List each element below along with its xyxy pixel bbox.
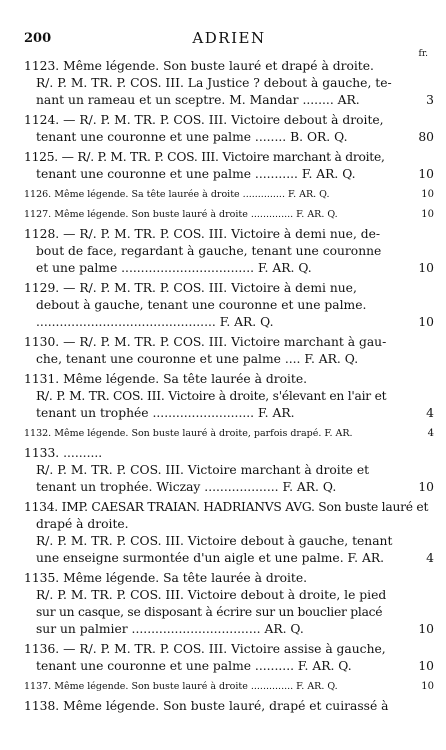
entry-line — [24, 260, 434, 277]
entry-line-text: che, tenant une couronne et une palme .... F. AR. Q. — [36, 352, 359, 366]
rarity-value: 10 — [421, 209, 434, 220]
rarity-value: 4 — [426, 551, 434, 565]
entry-line-text: 1137. Même légende. Son buste lauré à droite .............. F. AR. Q. — [24, 681, 338, 692]
entry-line — [24, 166, 434, 183]
entry-line-text: R/. P. M. TR. P. COS. III. Victoire debout à droite, le pied — [36, 588, 387, 602]
entry-line — [24, 445, 434, 462]
entry-line — [24, 58, 434, 75]
coin-entry — [24, 499, 434, 567]
entry-line — [24, 405, 434, 422]
coin-entry — [24, 570, 434, 638]
entry-line-text: tenant une couronne et une palme ........... F. AR. Q. — [36, 167, 356, 181]
entry-line-text: 1124. — R/. P. M. TR. P. COS. III. Victoire debout à droite, — [24, 113, 384, 127]
entry-line-text: sur un palmier ................................. AR. Q. — [36, 622, 304, 636]
coin-entry — [24, 186, 434, 203]
entry-line-text: R/. P. M. TR. P. COS. III. La Justice ? debout à gauche, te- — [36, 76, 392, 90]
entry-line — [24, 678, 434, 695]
page-title: ADRIEN — [192, 29, 266, 47]
entry-line — [24, 516, 434, 533]
rarity-value: 10 — [418, 622, 434, 636]
entry-line — [24, 499, 434, 516]
entry-line — [24, 698, 434, 715]
coin-entry — [24, 149, 434, 183]
entry-line-text: 1128. — R/. P. M. TR. P. COS. III. Victoire à demi nue, de- — [24, 227, 381, 241]
rarity-value: 10 — [421, 681, 434, 692]
page-header — [24, 29, 434, 59]
entry-line-text: une enseigne surmontée d'un aigle et une palme. F. AR. — [36, 551, 384, 565]
entry-line — [24, 479, 434, 496]
entry-line-text: drapé à droite. — [36, 517, 129, 531]
entry-line — [24, 570, 434, 587]
entry-line-text: 1132. Même légende. Son buste lauré à droite, parfois drapé. F. AR. — [24, 428, 353, 439]
entry-line-text: R/. P. M. TR. COS. III. Victoire à droite, s'élevant en l'air et — [36, 389, 387, 403]
rarity-value: 10 — [418, 261, 434, 275]
entry-line-text: sur un casque, se disposant à écrire sur un bouclier placé — [36, 605, 383, 619]
entry-line-text: 1134. IMP. CAESAR TRAIAN. HADRIANVS AVG. Son buste lauré et — [24, 500, 429, 514]
coin-entry — [24, 58, 434, 109]
entry-line — [24, 425, 434, 442]
entry-line — [24, 297, 434, 314]
entry-line — [24, 388, 434, 405]
entry-line — [24, 334, 434, 351]
coin-entry — [24, 112, 434, 146]
coin-entry — [24, 445, 434, 496]
entry-line — [24, 658, 434, 675]
entry-line — [24, 371, 434, 388]
coin-entry — [24, 226, 434, 277]
entry-line-text: R/. P. M. TR. P. COS. III. Victoire marchant à droite et — [36, 463, 370, 477]
currency-unit-label: fr. — [418, 49, 428, 59]
entry-line-text: nant un rameau et un sceptre. M. Mandar ........ AR. — [36, 93, 360, 107]
entry-line-text: tenant un trophée. Wiczay ................... F. AR. Q. — [36, 480, 337, 494]
entry-line — [24, 533, 434, 550]
rarity-value: 10 — [418, 167, 434, 181]
coin-entry — [24, 206, 434, 223]
entry-line — [24, 226, 434, 243]
coin-entry — [24, 698, 434, 715]
page-number: 200 — [24, 31, 52, 46]
entry-line — [24, 280, 434, 297]
entry-line — [24, 641, 434, 658]
coin-entry — [24, 280, 434, 331]
entry-line — [24, 621, 434, 638]
entry-line-text: tenant une couronne et une palme ........ B. OR. Q. — [36, 130, 348, 144]
entry-line-text: 1126. Même légende. Sa tête laurée à droite .............. F. AR. Q. — [24, 189, 330, 200]
entry-line-text: 1135. Même légende. Sa tête laurée à droite. — [24, 571, 308, 585]
entry-line-text: 1129. — R/. P. M. TR. P. COS. III. Victoire à demi nue, — [24, 281, 357, 295]
entry-line — [24, 587, 434, 604]
entry-line-text: R/. P. M. TR. P. COS. III. Victoire debout à gauche, tenant — [36, 534, 393, 548]
entry-line — [24, 604, 434, 621]
entry-line — [24, 112, 434, 129]
entry-line — [24, 314, 434, 331]
entry-line — [24, 206, 434, 223]
entry-line-text: tenant une couronne et une palme .......... F. AR. Q. — [36, 659, 352, 673]
entry-line — [24, 129, 434, 146]
entry-line-text: bout de face, regardant à gauche, tenant une couronne — [36, 244, 382, 258]
entry-line-text: tenant un trophée .......................... F. AR. — [36, 406, 295, 420]
rarity-value: 4 — [427, 428, 434, 439]
entry-line-text: 1130. — R/. P. M. TR. P. COS. III. Victoire marchant à gau- — [24, 335, 387, 349]
coin-entry — [24, 641, 434, 675]
coin-entry — [24, 371, 434, 422]
entry-line — [24, 550, 434, 567]
entry-line — [24, 149, 434, 166]
coin-entry — [24, 425, 434, 442]
entry-line — [24, 462, 434, 479]
rarity-value: 4 — [426, 406, 434, 420]
coin-entry — [24, 334, 434, 368]
coin-entry — [24, 678, 434, 695]
entry-line-text: debout à gauche, tenant une couronne et une palme. — [36, 298, 367, 312]
rarity-value: 10 — [418, 315, 434, 329]
entry-line-text: 1133. .......... — [24, 446, 103, 460]
rarity-value: 3 — [426, 93, 434, 107]
entry-line — [24, 243, 434, 260]
entry-line-text: 1136. — R/. P. M. TR. P. COS. III. Victoire assise à gauche, — [24, 642, 386, 656]
entry-line-text: 1123. Même légende. Son buste lauré et drapé à droite. — [24, 59, 374, 73]
rarity-value: 80 — [418, 130, 434, 144]
entry-line-text: 1131. Même légende. Sa tête laurée à droite. — [24, 372, 308, 386]
entry-line-text: 1127. Même légende. Son buste lauré à droite .............. F. AR. Q. — [24, 209, 338, 220]
entry-line — [24, 92, 434, 109]
rarity-value: 10 — [418, 480, 434, 494]
entry-line — [24, 351, 434, 368]
entry-line — [24, 186, 434, 203]
entry-line-text: .............................................. F. AR. Q. — [36, 315, 274, 329]
entry-line — [24, 75, 434, 92]
entry-line-text: et une palme .................................. F. AR. Q. — [36, 261, 312, 275]
coin-entry-list — [24, 58, 434, 718]
rarity-value: 10 — [418, 659, 434, 673]
entry-line-text: 1125. — R/. P. M. TR. P. COS. III. Victoire marchant à droite, — [24, 150, 385, 164]
rarity-value: 10 — [421, 189, 434, 200]
entry-line-text: 1138. Même légende. Son buste lauré, drapé et cuirassé à — [24, 699, 389, 713]
